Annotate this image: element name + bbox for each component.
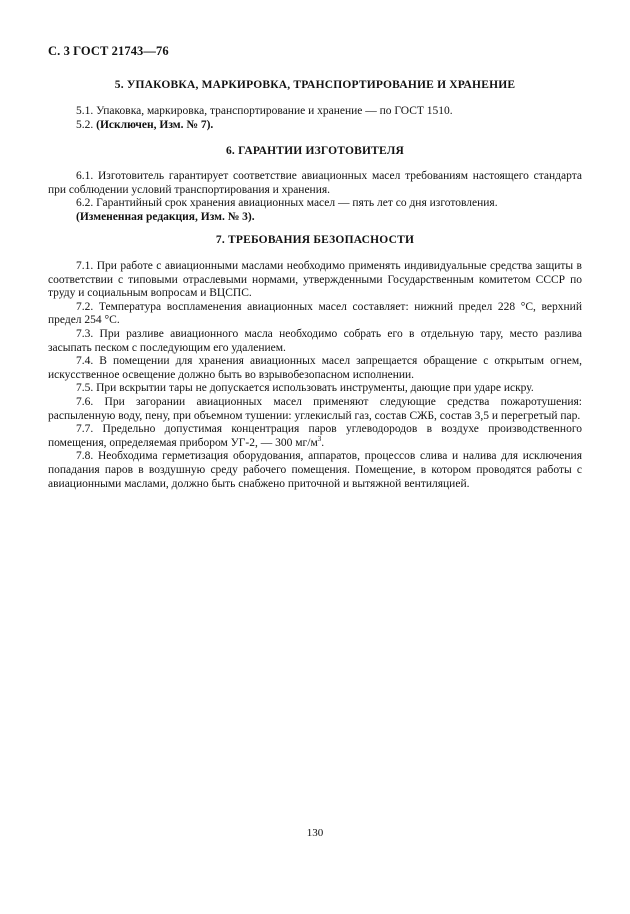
page-header: С. 3 ГОСТ 21743—76	[48, 44, 169, 58]
paragraph-7-7	[48, 423, 582, 450]
section-7	[48, 233, 582, 491]
paragraph-7-3: 7.3. При разливе авиационного масла необходимо собрать его в отдельную тару, место разлива засыпать песком с последующим его удалением.	[48, 327, 582, 354]
paragraph-7-6: 7.6. При загорании авиационных масел применяют следующие средства пожаротушения: распыленную воду, пену, при объемном тушении: углекислый газ, состав СЖБ, состав 3,5 и перегретый пар.	[48, 395, 582, 422]
paragraph-7-7-text: 7.7. Предельно допустимая концентрация паров углеводородов в воздухе производственного помещения, определяемая прибором УГ-2, — 300 мг/м	[48, 423, 582, 449]
paragraph-5-2	[48, 119, 582, 133]
paragraph-7-1: 7.1. При работе с авиационными маслами необходимо применять индивидуальные средства защиты в соответствии с типовыми отраслевыми нормами, утвержденными Государственным комитетом СССР по труду и социальным вопросам и ВЦСПС.	[48, 260, 582, 300]
section-6	[48, 144, 582, 224]
section-5	[48, 78, 582, 132]
paragraph-6-1: 6.1. Изготовитель гарантирует соответствие авиационных масел требованиям настоящего стандарта при соблюдении условий транспортирования и хранения.	[48, 170, 582, 196]
page-number: 130	[306, 827, 324, 839]
paragraph-5-1: 5.1. Упаковка, маркировка, транспортирование и хранение — по ГОСТ 1510.	[76, 105, 453, 117]
section-5-title: 5. УПАКОВКА, МАРКИРОВКА, ТРАНСПОРТИРОВАНИЕ И ХРАНЕНИЕ	[114, 79, 516, 91]
paragraph-7-5: 7.5. При вскрытии тары не допускается использовать инструменты, дающие при ударе искру.	[76, 382, 534, 395]
paragraph-7-8: 7.8. Необходима герметизация оборудования, аппаратов, процессов слива и налива для исключения попадания паров в воздушную среду рабочего помещения. Помещение, в котором проводятся работы с авиационными маслами, должно быть снабжено приточной и вытяжной вентиляцией.	[48, 450, 582, 490]
paragraph-7-4: 7.4. В помещении для хранения авиационных масел запрещается обращение с открытым огнем, искусственное освещение должно быть во взрывобезопасном исполнении.	[48, 355, 582, 381]
section-5-body	[48, 105, 582, 132]
section-7-body	[48, 260, 582, 491]
section-6-title: 6. ГАРАНТИИ ИЗГОТОВИТЕЛЯ	[225, 145, 405, 157]
amendment-note-6: (Измененная редакция, Изм. № 3).	[76, 210, 255, 223]
paragraph-7-7-superscript: 3	[317, 434, 322, 443]
paragraph-7-2: 7.2. Температура воспламенения авиационных масел составляет: нижний предел 228 °С, верхний предел 254 °С.	[48, 300, 582, 327]
paragraph-7-7-end: .	[321, 436, 325, 449]
paragraph-5-2-note: (Исключен, Изм. № 7).	[96, 118, 214, 131]
section-7-title: 7. ТРЕБОВАНИЯ БЕЗОПАСНОСТИ	[215, 234, 415, 246]
paragraph-5-2-number: 5.2.	[76, 118, 97, 131]
section-6-body	[48, 170, 582, 224]
paragraph-6-2: 6.2. Гарантийный срок хранения авиационных масел — пять лет со дня изготовления.	[76, 197, 498, 210]
